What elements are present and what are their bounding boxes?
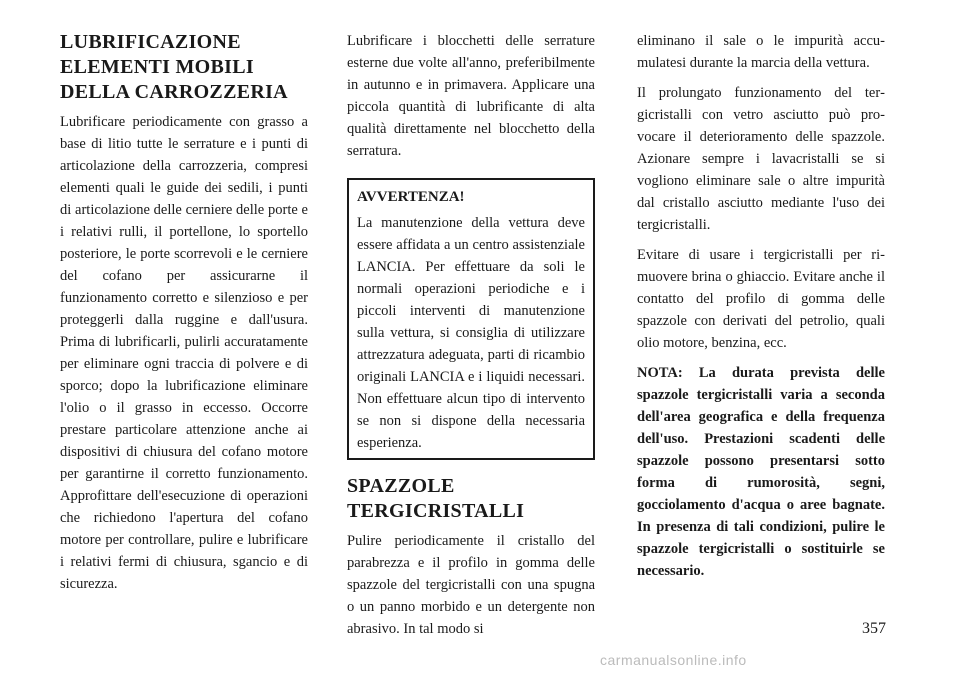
section-heading-lubrication: LUBRIFICAZIONE ELEMENTI MOBILI DELLA CARROZZERIA — [60, 31, 288, 103]
warning-title: AVVERTENZA! — [357, 189, 465, 205]
section-heading-wipers: SPAZZOLE TERGICRISTALLI — [347, 475, 525, 522]
lock-lubrication-paragraph: Lubrificare i blocchetti delle serrature esterne due volte all'anno, preferibilmente in autunno e in primavera. Applicare una piccola quantità di lubrificante di alta qualità direttamente nel blocchetto della serratura. — [347, 33, 595, 159]
wiper-paragraph-2: Il prolungato funzionamento del tergicristalli con vetro asciutto può provocare il deterioramento delle spazzole. Azionare sempre i lavacristalli se si vogliono eliminare sale o altre impurità dal cristallo asciutto mediante l'uso dei tergicristalli. — [637, 85, 885, 233]
column-right — [637, 30, 885, 590]
column-left — [60, 30, 308, 603]
warning-box — [347, 178, 595, 460]
wiper-note: NOTA: La durata prevista delle spazzole tergicristalli varia a seconda dell'area geografica e della frequenza dell'uso. Prestazioni scadenti delle spazzole possono presentarsi sotto forma di rumorosità, segni, gocciolamento d'acqua o aree bagnate. In presenza di tali condizioni, pulire le spazzole tergicristalli o sostituirle se necessario. — [637, 365, 885, 579]
wiper-paragraph-3: Evitare di usare i tergicristalli per rimuovere brina o ghiaccio. Evitare anche il contatto del profilo di gomma delle spazzole con derivati del petrolio, quali olio motore, benzina, ecc. — [637, 247, 885, 351]
page-number: 357 — [862, 620, 886, 637]
warning-text: La manutenzione della vettura deve essere affidata a un centro assistenziale LANCIA. Per effettuare da soli le normali operazioni periodiche e i piccoli interventi di manutenzione sulla vettura, si consiglia di utilizzare attrezzatura adeguata, parti di ricambio originali LANCIA e i liquidi necessari. Non effettuare alcun tipo di intervento se non si dispone della necessaria esperienza. — [357, 215, 585, 451]
lubrication-paragraph: Lubrificare periodicamente con grasso a base di litio tutte le serrature e i punti di articolazione della carrozzeria, compresi elementi quali le guide dei sedili, i punti di articolazione delle cerniere delle porte e i relativi rulli, il portellone, lo sportello posteriore, le porte scorrevoli e le cerniere del cofano per assicurarne il funzionamento corretto e silenzioso e per proteggerli dalla ruggine e dall'usura. Prima di lubrificarli, pulirli accuratamente per eliminare ogni traccia di polvere e di sporco; dopo la lubrificazione eliminare l'olio o il grasso in eccesso. Occorre prestare particolare attenzione anche ai dispositivi di chiusura del cofano motore per garantirne il corretto funzionamento. Approfittare dell'esecuzione di operazioni che richiedono l'apertura del cofano motore per controllare, pulire e lubrificare i relativi fermi di chiusura, sgancio e di sicurezza. — [60, 114, 308, 592]
wiper-cleaning-paragraph: Pulire periodicamente il cristallo del parabrezza e il profilo in gomma delle spazzole del tergicristalli con una spugna o un panno morbido e un detergente non abrasivo. In tal modo si — [347, 533, 595, 637]
column-middle — [347, 30, 595, 648]
watermark[interactable]: carmanualsonline.info — [600, 652, 747, 668]
wiper-paragraph-1: eliminano il sale o le impurità accumulatesi durante la marcia della vettura. — [637, 33, 885, 71]
